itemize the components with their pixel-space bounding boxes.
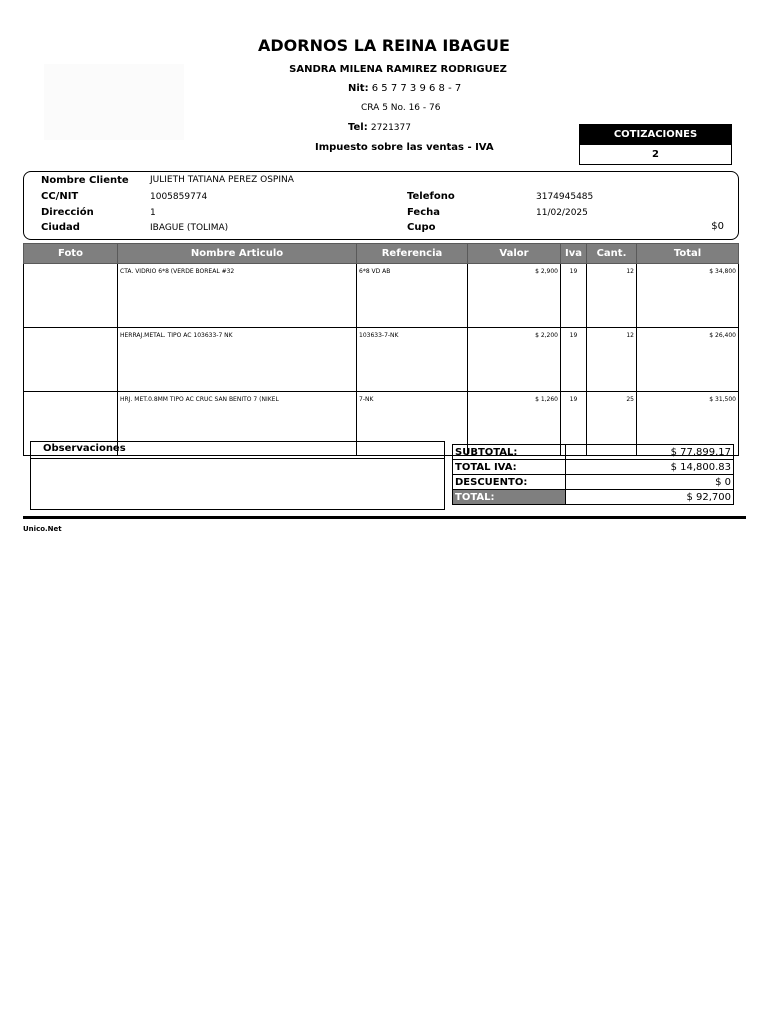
column-header: Valor xyxy=(468,244,561,264)
footer-brand: Unico.Net xyxy=(23,525,62,533)
item-value: $ 2,200 xyxy=(468,328,561,392)
grand-total-row xyxy=(453,490,734,505)
item-total: $ 34,800 xyxy=(637,264,739,328)
footer-divider xyxy=(23,516,746,519)
client-city-label: Ciudad xyxy=(41,222,80,233)
column-header: Foto xyxy=(24,244,118,264)
item-name: CTA. VIDRIO 6*8 (VERDE BOREAL #32 xyxy=(118,264,357,328)
item-quantity: 25 xyxy=(587,392,637,456)
subtotal-value: $ 77,899.17 xyxy=(566,445,734,460)
company-address: CRA 5 No. 16 - 76 xyxy=(361,103,441,113)
item-value: $ 2,900 xyxy=(468,264,561,328)
item-value: $ 1,260 xyxy=(468,392,561,456)
credit-value: $0 xyxy=(711,221,724,232)
date-value: 11/02/2025 xyxy=(536,208,588,218)
discount-label: DESCUENTO: xyxy=(453,475,566,490)
iva-row xyxy=(453,460,734,475)
client-name-label: Nombre Cliente xyxy=(41,175,129,186)
client-phone: 3174945485 xyxy=(536,192,594,202)
observations-text xyxy=(31,459,444,465)
column-header: Total xyxy=(637,244,739,264)
observations-label: Observaciones xyxy=(31,442,444,459)
item-total: $ 26,400 xyxy=(637,328,739,392)
client-city: IBAGUE (TOLIMA) xyxy=(150,223,229,233)
owner-name: SANDRA MILENA RAMIREZ RODRIGUEZ xyxy=(289,64,507,75)
item-quantity: 12 xyxy=(587,328,637,392)
total-iva-value: $ 14,800.83 xyxy=(566,460,734,475)
item-reference: 103633-7-NK xyxy=(357,328,468,392)
observations-box xyxy=(30,441,445,510)
tel-label: Tel: xyxy=(348,122,368,133)
tel-line xyxy=(348,122,411,133)
nit-line xyxy=(348,83,461,94)
quote-title: COTIZACIONES xyxy=(580,125,731,145)
grand-total-value: $ 92,700 xyxy=(566,490,734,505)
item-name: HRJ. MET.0.8MM TIPO AC CRUC SAN BENITO 7 (NIKEL xyxy=(118,392,357,456)
total-iva-label: TOTAL IVA: xyxy=(453,460,566,475)
column-header: Iva xyxy=(561,244,587,264)
items-header-row xyxy=(24,244,739,264)
column-header: Cant. xyxy=(587,244,637,264)
table-row xyxy=(24,328,739,392)
quote-box xyxy=(579,124,732,165)
column-header: Nombre Articulo xyxy=(118,244,357,264)
item-iva: 19 xyxy=(561,264,587,328)
client-id: 1005859774 xyxy=(150,192,208,202)
discount-value: $ 0 xyxy=(566,475,734,490)
totals-table xyxy=(452,444,734,505)
item-photo-cell xyxy=(24,264,118,328)
tax-note: Impuesto sobre las ventas - IVA xyxy=(315,142,494,153)
item-reference: 6*8 VD AB xyxy=(357,264,468,328)
client-info-box xyxy=(23,171,739,240)
item-total: $ 31,500 xyxy=(637,392,739,456)
tel-value: 2721377 xyxy=(370,123,411,133)
table-row xyxy=(24,264,739,328)
client-id-label: CC/NIT xyxy=(41,191,79,202)
nit-value: 6 5 7 7 3 9 6 8 - 7 xyxy=(371,83,462,94)
client-name: JULIETH TATIANA PEREZ OSPINA xyxy=(150,175,294,185)
grand-total-label: TOTAL: xyxy=(453,490,566,505)
column-header: Referencia xyxy=(357,244,468,264)
date-label: Fecha xyxy=(407,207,441,218)
subtotal-row xyxy=(453,445,734,460)
quote-number: 2 xyxy=(652,149,659,160)
discount-row xyxy=(453,475,734,490)
item-photo-cell xyxy=(24,328,118,392)
client-address: 1 xyxy=(150,208,156,218)
company-logo-area xyxy=(44,64,184,140)
item-reference: 7-NK xyxy=(357,392,468,456)
company-name: ADORNOS LA REINA IBAGUE xyxy=(258,36,510,55)
items-table xyxy=(23,243,739,456)
client-phone-label: Telefono xyxy=(407,191,455,202)
credit-label: Cupo xyxy=(407,222,436,233)
item-quantity: 12 xyxy=(587,264,637,328)
item-iva: 19 xyxy=(561,328,587,392)
subtotal-label: SUBTOTAL: xyxy=(453,445,566,460)
client-address-label: Dirección xyxy=(41,207,94,218)
nit-label: Nit: xyxy=(348,83,369,94)
item-name: HERRAJ.METAL. TIPO AC 103633-7 NK xyxy=(118,328,357,392)
item-iva: 19 xyxy=(561,392,587,456)
